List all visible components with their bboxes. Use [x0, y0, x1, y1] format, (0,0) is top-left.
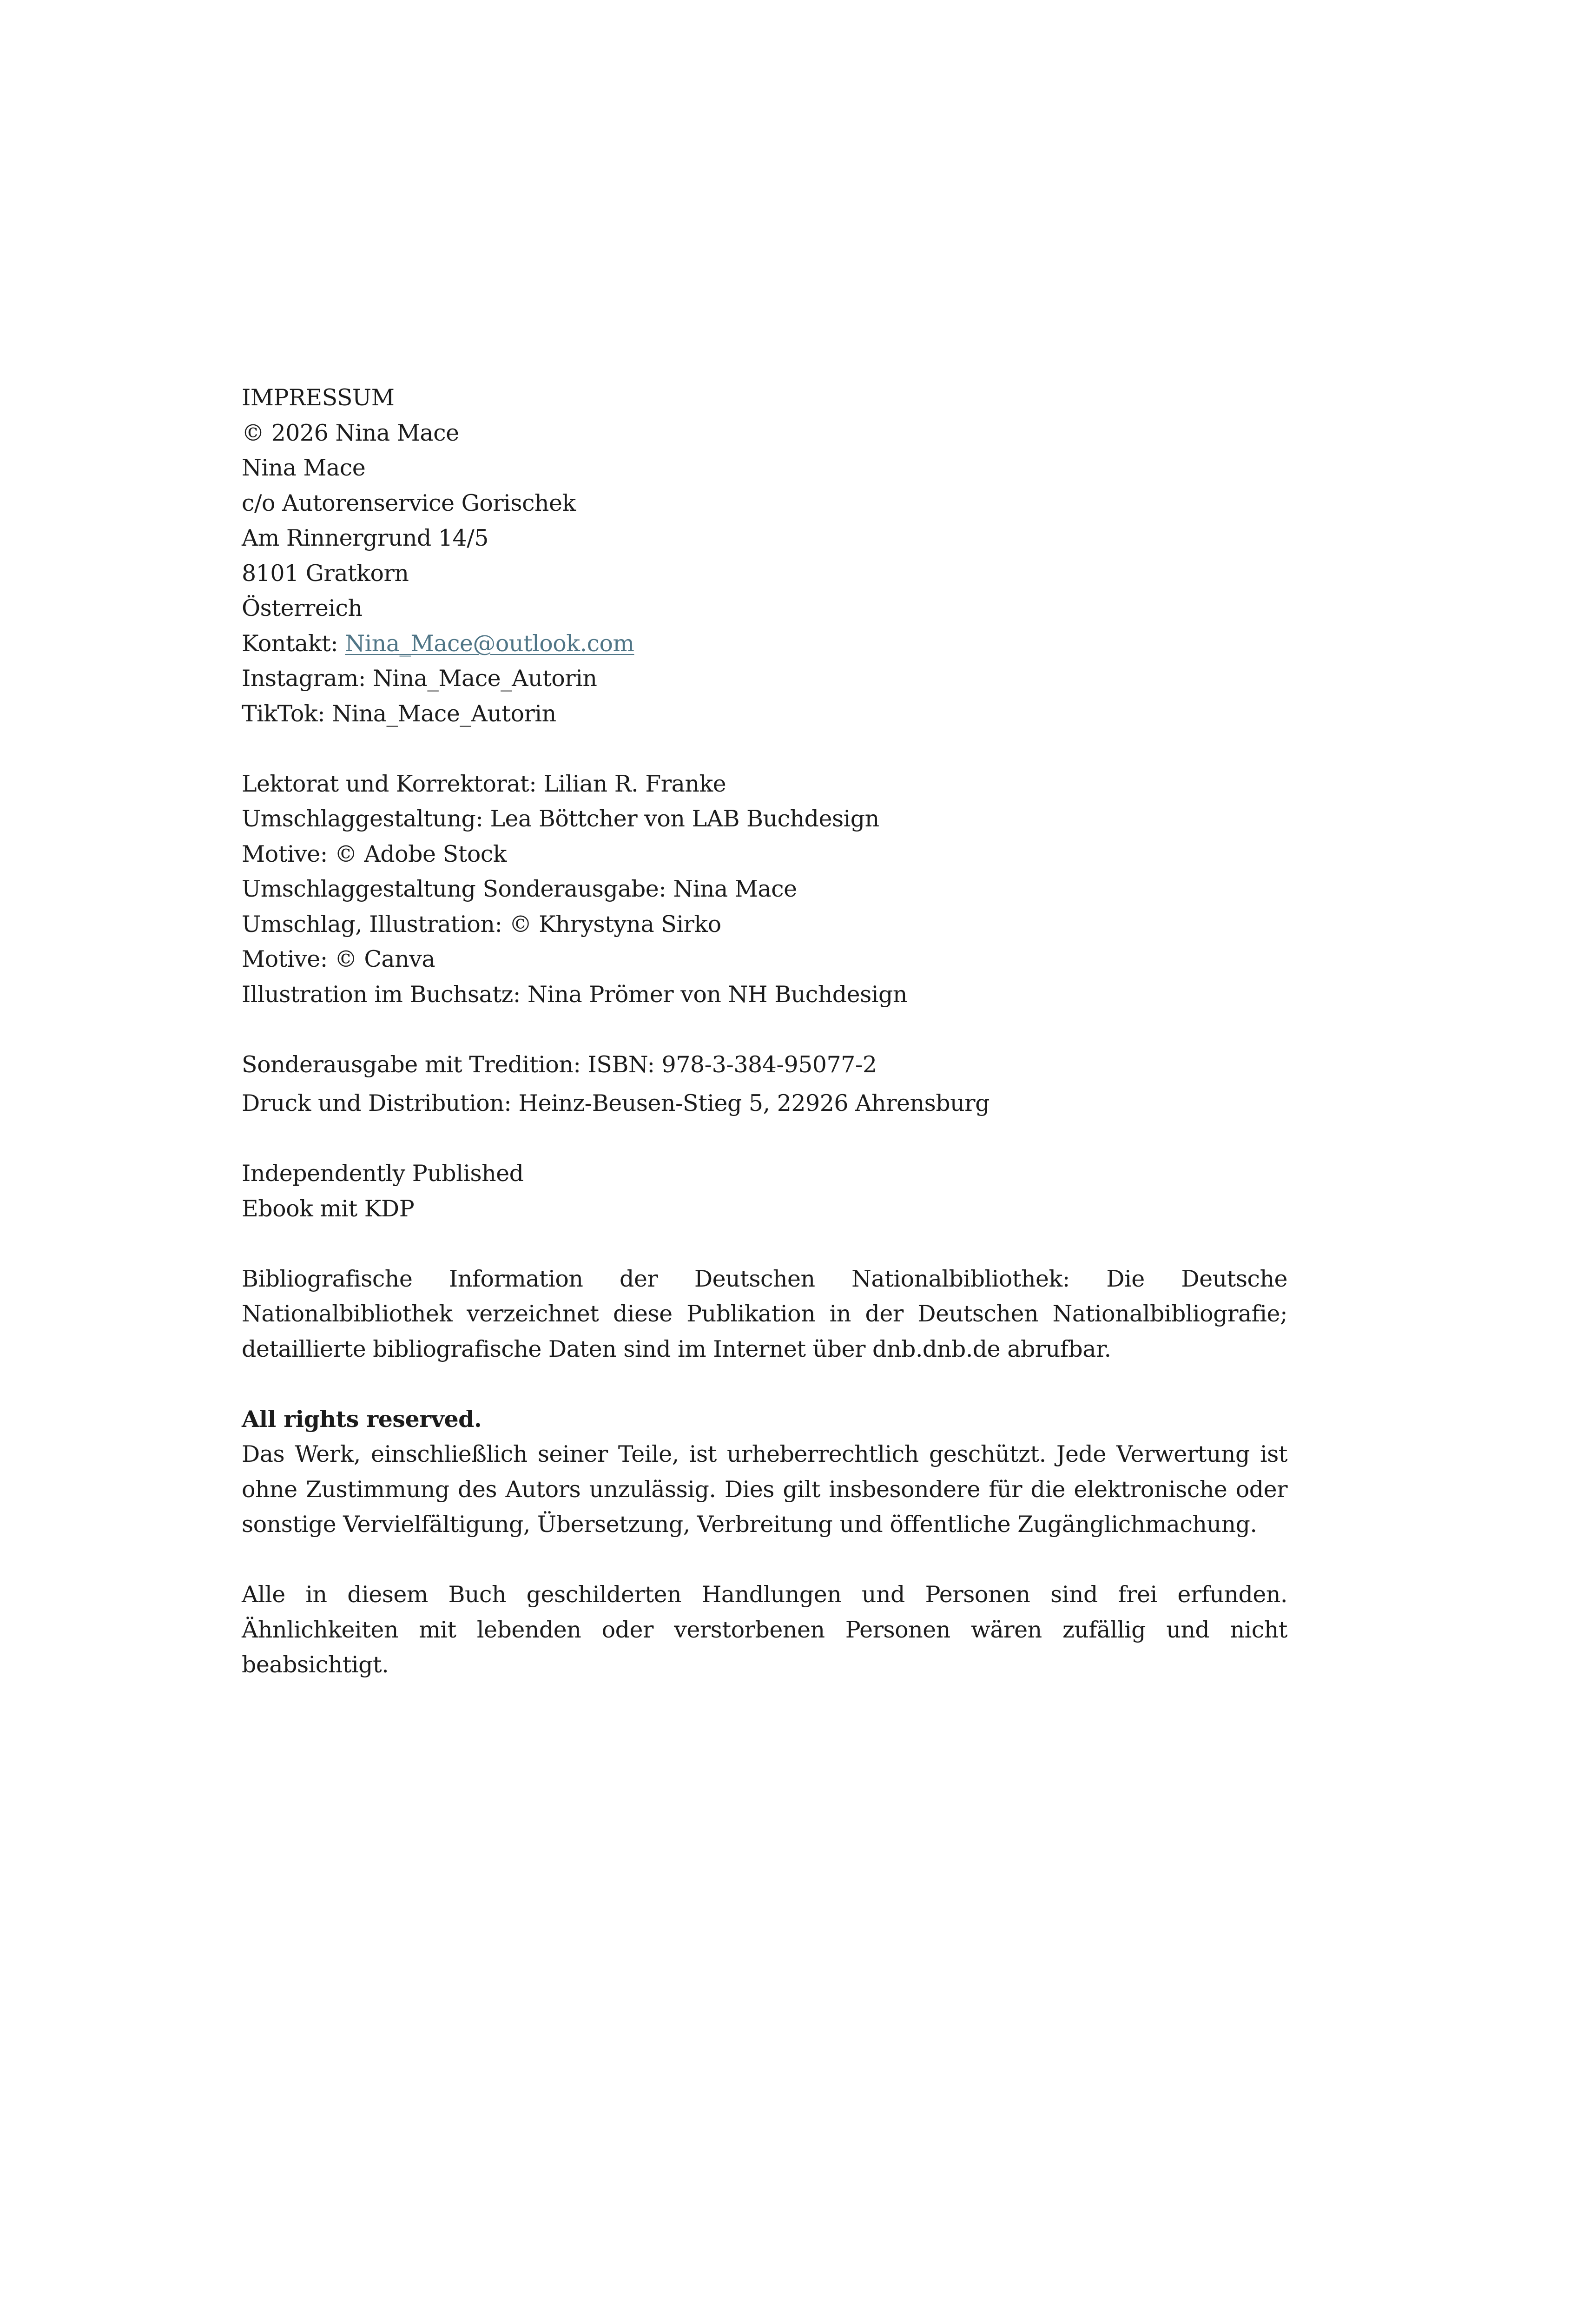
spacer — [242, 1226, 1287, 1261]
distribution-line: Druck und Distribution: Heinz-Beusen-Stieg 5, 22926 Ahrensburg — [242, 1090, 989, 1116]
care-of-line: c/o Autorenservice Gorischek — [242, 489, 576, 516]
rights-heading: All rights reserved. — [242, 1405, 482, 1433]
contact-line — [242, 626, 1287, 661]
city-line: 8101 Gratkorn — [242, 560, 409, 587]
instagram-line: Instagram: Nina_Mace_Autorin — [242, 665, 597, 692]
tiktok-line: TikTok: Nina_Mace_Autorin — [242, 700, 556, 727]
credit-line: Umschlaggestaltung: Lea Böttcher von LAB Buchdesign — [242, 805, 879, 832]
credit-line: Illustration im Buchsatz: Nina Prömer von NH Buchdesign — [242, 981, 907, 1008]
credit-line: Lektorat und Korrektorat: Lilian R. Franke — [242, 770, 726, 797]
contact-label: Kontakt: — [242, 630, 345, 657]
spacer — [242, 1367, 1287, 1402]
contact-email-link[interactable]: Nina_Mace@outlook.com — [345, 630, 634, 657]
isbn-line: Sonderausgabe mit Tredition: ISBN: 978-3-384-95077-2 — [242, 1051, 877, 1078]
rights-paragraph: Das Werk, einschließlich seiner Teile, ist urheberrechtlich geschützt. Jede Verwertung ist ohne Zustimmung des Autors unzulässig. Dies gilt insbesondere für die elektronische oder sonstige Vervielfältigung, Übersetzung, Verbreitung und öffentliche Zugänglichmachung. — [242, 1441, 1287, 1538]
credit-line: Umschlag, Illustration: © Khrystyna Sirko — [242, 911, 721, 938]
spacer — [242, 1012, 1287, 1047]
credit-line: Umschlaggestaltung Sonderausgabe: Nina Mace — [242, 876, 797, 902]
ebook-line: Ebook mit KDP — [242, 1195, 415, 1222]
publishing-line: Independently Published — [242, 1160, 524, 1187]
spacer — [242, 1121, 1287, 1156]
spacer — [242, 1082, 1287, 1086]
country-line: Österreich — [242, 595, 363, 621]
author-name: Nina Mace — [242, 455, 366, 481]
imprint-content — [242, 380, 1287, 1683]
credit-line: Motive: © Adobe Stock — [242, 840, 507, 867]
spacer — [242, 1542, 1287, 1578]
street-line: Am Rinnergrund 14/5 — [242, 525, 488, 551]
disclaimer-paragraph: Alle in diesem Buch geschilderten Handlungen und Personen sind frei erfunden. Ähnlichkeiten mit lebenden oder verstorbenen Personen wären zufällig und nicht beabsichtigt. — [242, 1581, 1287, 1678]
bibliographic-paragraph: Bibliografische Information der Deutschen Nationalbibliothek: Die Deutsche Nationalbibliothek verzeichnet diese Publikation in der Deutschen Nationalbibliografie; detaillierte bibliografische Daten sind im Internet über dnb.dnb.de abrufbar. — [242, 1265, 1287, 1362]
credit-line: Motive: © Canva — [242, 946, 435, 972]
imprint-heading: IMPRESSUM — [242, 384, 395, 411]
spacer — [242, 731, 1287, 766]
copyright-line: © 2026 Nina Mace — [242, 419, 459, 446]
